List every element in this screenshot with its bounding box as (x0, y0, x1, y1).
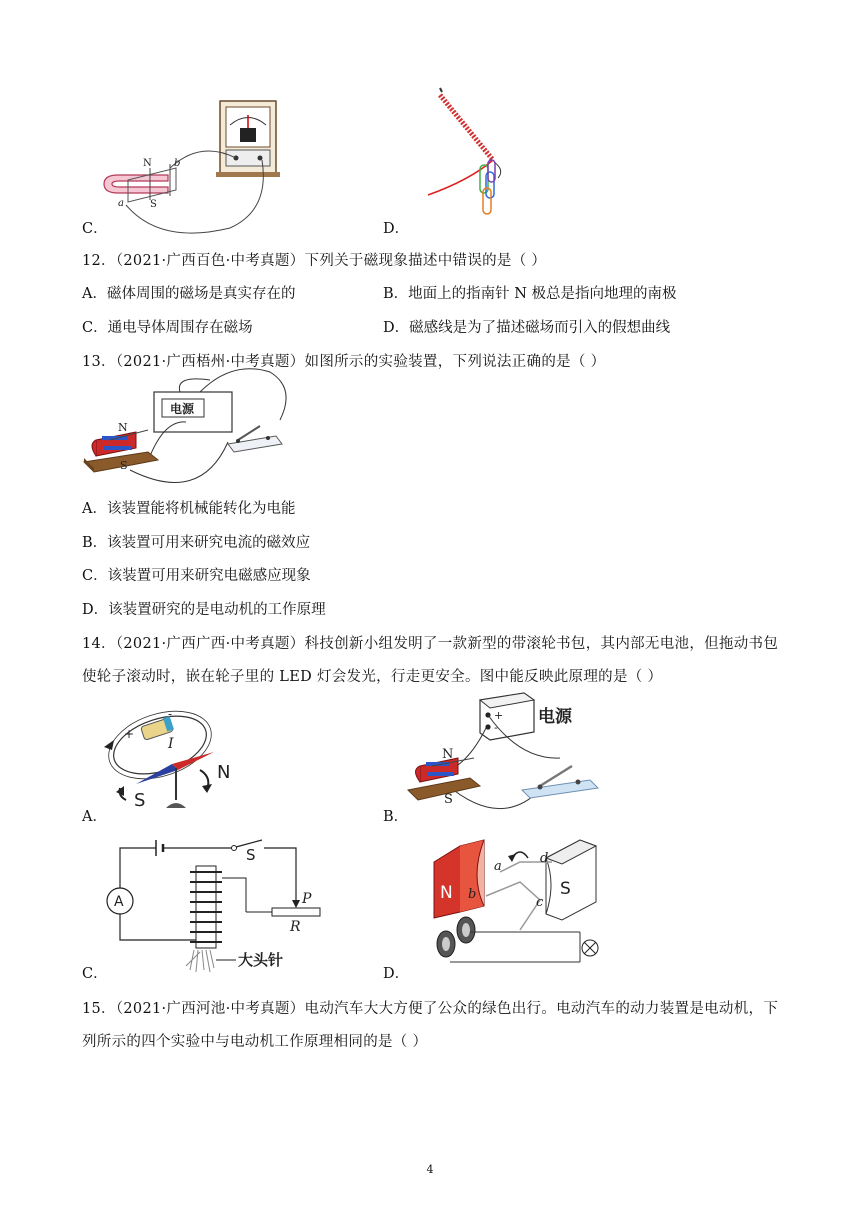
q14d-S: S (560, 879, 571, 899)
q14-stem-line1: 14．（2021·广西广西·中考真题）科技创新小组发明了一款新型的带滚轮书包，其内部无电池，但拖动书包 (82, 636, 779, 652)
q12-option-d: D．磁感线是为了描述磁场而引入的假想曲线 (383, 320, 671, 336)
q13-option-d: D．该装置研究的是电动机的工作原理 (82, 602, 326, 618)
q12-option-c: C．通电导体周围存在磁场 (82, 320, 253, 336)
q14a-plus: + (124, 727, 135, 741)
q14-fig-a-letter: A． (82, 809, 107, 825)
q13-option-b: B．该装置可用来研究电流的磁效应 (82, 535, 311, 551)
q14d-b: b (468, 887, 477, 902)
q15-stem-line2: 列所示的四个实验中与电动机工作原理相同的是（ ） (82, 1034, 428, 1050)
q14-fig-d-letter: D． (383, 966, 410, 982)
q14a-current: I (168, 736, 174, 752)
q14b-power-label: 电源 (538, 707, 572, 727)
q12-stem: 12．（2021·广西百色·中考真题）下列关于磁现象描述中错误的是（ ） (82, 253, 547, 269)
fig-top-c-letter: C． (82, 221, 108, 237)
q12-option-a: A．磁体周围的磁场是真实存在的 (82, 286, 296, 302)
q14c-ammeter: A (114, 894, 124, 910)
q13-stem: 13．（2021·广西梧州·中考真题）如图所示的实验装置，下列说法正确的是（ ） (82, 354, 606, 370)
q14a-N: N (217, 762, 231, 783)
q14d-d: d (540, 851, 549, 866)
q14c-switch-S: S (246, 846, 256, 864)
q14-fig-b-letter: B． (383, 809, 409, 825)
q13-power-label: 电源 (170, 402, 195, 416)
fig-c-label-a: a (118, 198, 124, 209)
fig-c-label-N: N (143, 158, 152, 169)
q13-label-N: N (118, 421, 128, 434)
page-number: 4 (426, 1163, 434, 1176)
q13-label-S: S (120, 459, 128, 472)
q14d-N: N (440, 883, 453, 903)
q13-option-a: A．该装置能将机械能转化为电能 (82, 501, 296, 517)
q14b-plus: + (494, 709, 504, 722)
q14c-pins-label: 大头针 (238, 951, 284, 969)
q15-stem-line1: 15．（2021·广西河池·中考真题）电动汽车大大方便了公众的绿色出行。电动汽车的动力装置是电动机，下 (82, 1001, 779, 1017)
q14c-P: P (302, 891, 312, 907)
fig-c-label-b: b (174, 158, 181, 169)
q14b-S: S (444, 792, 453, 807)
q14-fig-c-letter: C． (82, 966, 108, 982)
q14d-a: a (494, 859, 502, 874)
q14-stem-line2: 使轮子滚动时，嵌在轮子里的 LED 灯会发光，行走更安全。图中能反映此原理的是（ ） (82, 669, 663, 685)
q13-option-c: C．该装置可用来研究电磁感应现象 (82, 568, 311, 584)
fig-top-d-letter: D． (383, 221, 410, 237)
q14a-S: S (134, 790, 146, 811)
q12-option-b: B．地面上的指南针 N 极总是指向地理的南极 (383, 286, 677, 302)
q14a-minus: - (168, 707, 173, 721)
q14b-minus: - (494, 721, 498, 734)
q14c-R: R (290, 919, 301, 935)
q14d-c: c (536, 895, 544, 910)
q14b-N: N (442, 747, 454, 762)
fig-c-label-S: S (150, 199, 157, 210)
